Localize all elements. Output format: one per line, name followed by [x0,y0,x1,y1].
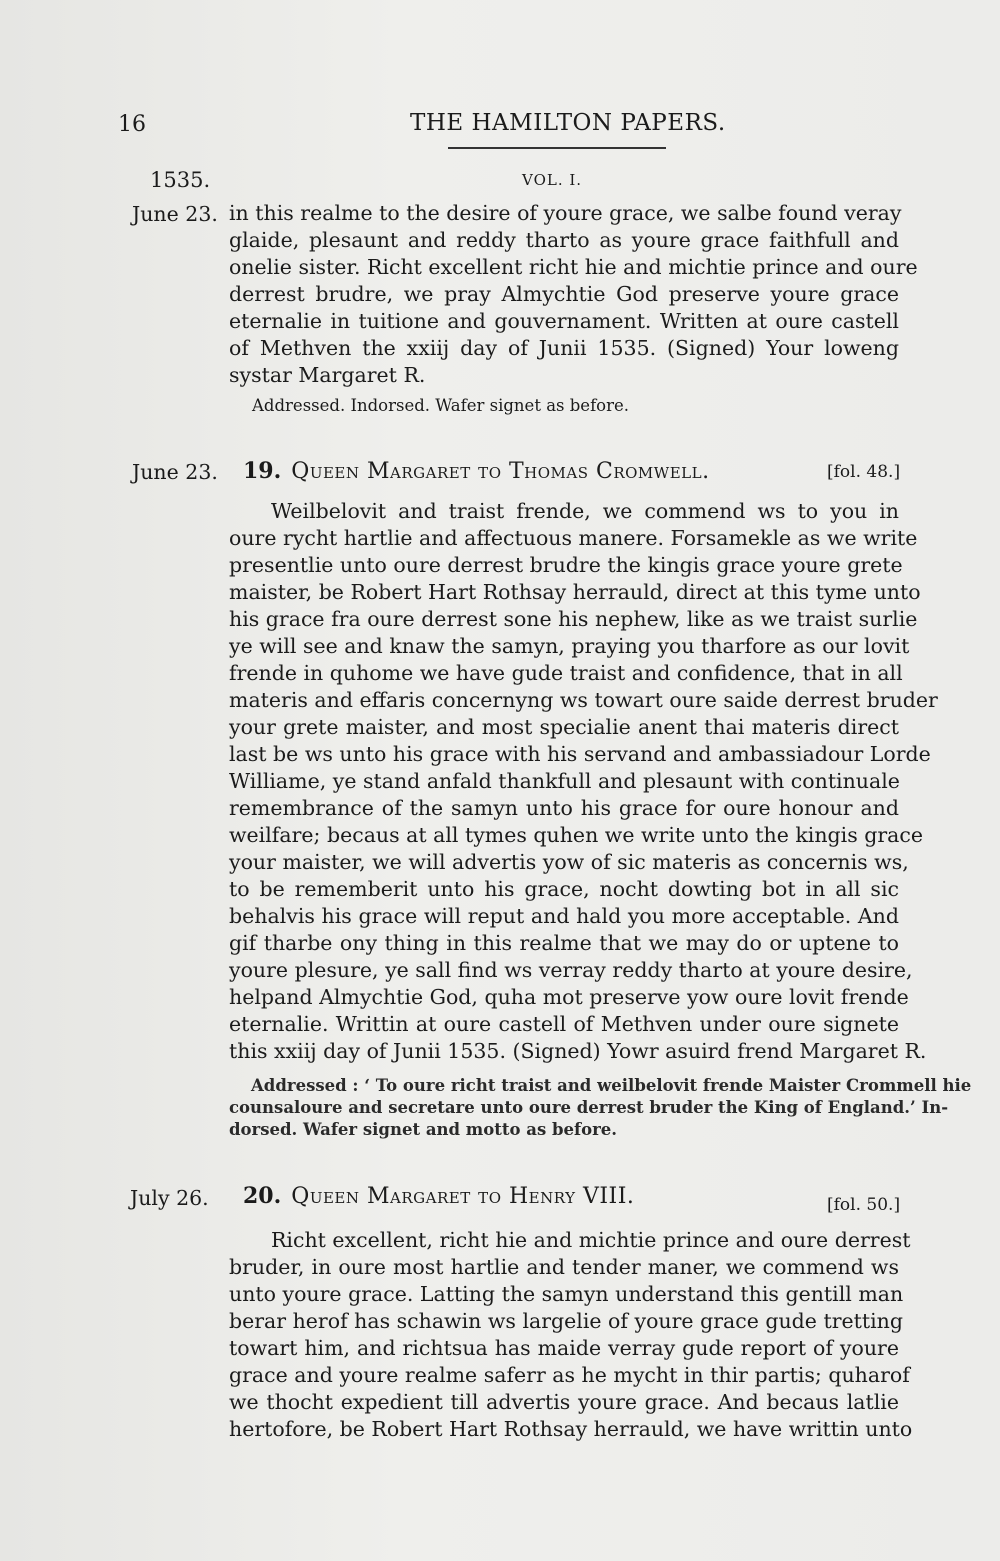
volume-label: VOL. I. [522,171,583,189]
text-line: youre plesure, ye sall find ws verray reddy tharto at youre desire, [229,958,913,982]
text-line: last be ws unto his grace with his servand and ambassiadour Lorde [229,742,931,766]
text-line: in this realme to the desire of youre grace, we salbe found veray [229,201,902,225]
text-line: Williame, ye stand anfald thankfull and plesaunt with continuale [229,769,900,793]
text-line: maister, be Robert Hart Rothsay herrauld, direct at this tyme unto [229,580,921,604]
text-line: Weilbelovit and traist frende, we commend ws to you in [271,499,899,523]
note-line: counsaloure and secretare unto oure derrest bruder the King of England.’ In- [229,1098,949,1117]
text-line: of Methven the xxiij day of Junii 1535. (Signed) Your loweng [229,336,899,360]
text-line: his grace fra oure derrest sone his nephew, like as we traist surlie [229,607,918,631]
letter-number: 19. [243,458,282,484]
page-number: 16 [118,112,146,137]
text-line: we thocht expedient till advertis youre grace. And becaus latlie [229,1390,899,1414]
letter-title: Queen Margaret to Henry VIII. [291,1184,635,1209]
text-line: bruder, in oure most hartlie and tender maner, we commend ws [229,1255,899,1279]
letter-heading [243,1183,634,1209]
text-line: remembrance of the samyn unto his grace for oure honour and [229,796,899,820]
text-line: derrest brudre, we pray Almychtie God preserve youre grace [229,282,899,306]
text-line: unto youre grace. Latting the samyn understand this gentill man [229,1282,904,1306]
text-line: hertofore, be Robert Hart Rothsay herrauld, we have writtin unto [229,1417,913,1441]
text-line: oure rycht hartlie and affectuous manere. Forsamekle as we write [229,526,918,550]
text-line: your grete maister, and most specialie anent thai materis direct [229,715,899,739]
letter-heading [243,458,710,484]
folio-reference: [fol. 48.] [827,462,901,482]
text-line: berar herof has schawin ws largelie of youre grace gude tretting [229,1309,903,1333]
endorsement-note: Addressed. Indorsed. Wafer signet as before. [252,396,630,415]
text-line: to be rememberit unto his grace, nocht dowting bot in all sic [229,877,899,901]
margin-date: June 23. [132,202,218,226]
text-line: Richt excellent, richt hie and michtie prince and oure derrest [271,1228,911,1252]
letter-title: Queen Margaret to Thomas Cromwell. [291,459,710,484]
letter-19-text [229,498,938,1065]
note-line: Addressed : ‘ To oure richt traist and weilbelovit frende Maister Crommell hie [251,1076,972,1095]
text-line: presentlie unto oure derrest brudre the kingis grace youre grete [229,553,903,577]
text-line: onelie sister. Richt excellent richt hie and michtie prince and oure [229,255,918,279]
margin-year: 1535. [150,168,211,192]
text-line: this xxiij day of Junii 1535. (Signed) Yowr asuird frend Margaret R. [229,1039,927,1063]
text-line: glaide, plesaunt and reddy tharto as youre grace faithfull and [229,228,899,252]
folio-reference: [fol. 50.] [827,1195,901,1215]
text-line: systar Margaret R. [229,363,426,387]
text-line: grace and youre realme saferr as he mycht in thir partis; quharof [229,1363,910,1387]
title-rule [448,147,666,149]
text-line: frende in quhome we have gude traist and confidence, that in all [229,661,903,685]
text-line: ye will see and knaw the samyn, praying you tharfore as our lovit [229,634,910,658]
note-line: dorsed. Wafer signet and motto as before. [229,1120,618,1139]
letter-20-text [229,1227,913,1443]
running-title: THE HAMILTON PAPERS. [410,110,726,136]
letter-number: 20. [243,1183,282,1209]
text-line: materis and effaris concernyng ws towart oure saide derrest bruder [229,688,938,712]
text-line: eternalie. Writtin at oure castell of Methven under oure signete [229,1012,899,1036]
text-line: helpand Almychtie God, quha mot preserve yow oure lovit frende [229,985,909,1009]
text-line: eternalie in tuitione and gouvernament. Written at oure castell [229,309,899,333]
address-note [229,1075,972,1141]
text-line: towart him, and richtsua has maide verray gude report of youre [229,1336,899,1360]
text-line: behalvis his grace will reput and hald you more acceptable. And [229,904,899,928]
text-line: gif tharbe ony thing in this realme that we may do or uptene to [229,931,899,955]
margin-date: June 23. [132,460,218,484]
margin-date: July 26. [130,1186,209,1210]
continued-letter-text [229,200,918,389]
text-line: weilfare; becaus at all tymes quhen we write unto the kingis grace [229,823,924,847]
text-line: your maister, we will advertis yow of sic materis as concernis ws, [229,850,909,874]
